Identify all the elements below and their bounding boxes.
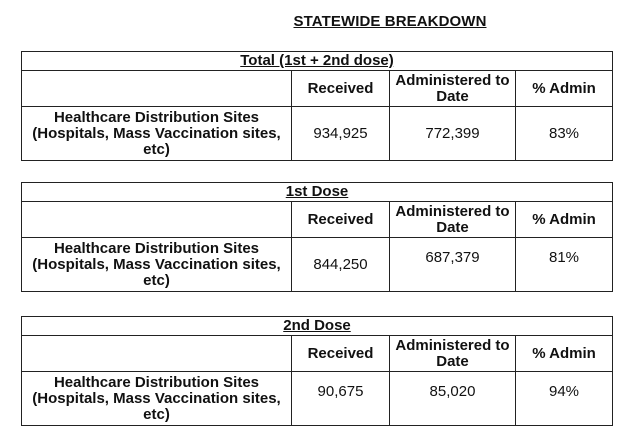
header-administered: Administered to Date — [390, 71, 516, 106]
administered-value: 687,379 — [390, 238, 516, 291]
received-value: 934,925 — [292, 107, 390, 160]
header-administered: Administered to Date — [390, 202, 516, 237]
header-pct-admin: % Admin — [532, 210, 596, 228]
table-row — [22, 107, 612, 160]
header-pct-admin: % Admin — [532, 344, 596, 362]
row-label: Healthcare Distribution Sites (Hospitals, Mass Vaccination sites, etc) — [22, 238, 292, 291]
received-value: 90,675 — [292, 372, 390, 425]
first-dose-table — [21, 182, 613, 292]
pct-admin-value: 83% — [548, 124, 580, 142]
header-row — [22, 202, 612, 238]
section-title — [22, 183, 612, 202]
table-row — [22, 238, 612, 291]
header-row — [22, 336, 612, 372]
received-value: 844,250 — [292, 238, 390, 291]
section-title-text: 1st Dose — [285, 183, 349, 200]
header-pct-admin: % Admin — [532, 79, 596, 97]
page-title: STATEWIDE BREAKDOWN — [293, 13, 487, 30]
header-received: Received — [292, 71, 390, 106]
section-title — [22, 52, 612, 71]
header-received: Received — [292, 336, 390, 371]
total-dose-table — [21, 51, 613, 161]
pct-admin-value: 81% — [548, 249, 580, 266]
header-blank — [22, 71, 292, 106]
row-label: Healthcare Distribution Sites (Hospitals, Mass Vaccination sites, etc) — [22, 107, 292, 160]
section-title-text: Total (1st + 2nd dose) — [240, 52, 394, 69]
administered-value: 772,399 — [390, 107, 516, 160]
header-blank — [22, 336, 292, 371]
section-title-text: 2nd Dose — [283, 317, 351, 334]
header-received: Received — [292, 202, 390, 237]
section-title — [22, 317, 612, 336]
header-blank — [22, 202, 292, 237]
table-row — [22, 372, 612, 425]
second-dose-table — [21, 316, 613, 426]
pct-admin-value: 94% — [548, 383, 580, 400]
administered-value: 85,020 — [390, 372, 516, 425]
header-row — [22, 71, 612, 107]
row-label: Healthcare Distribution Sites (Hospitals, Mass Vaccination sites, etc) — [22, 372, 292, 425]
header-administered: Administered to Date — [390, 336, 516, 371]
